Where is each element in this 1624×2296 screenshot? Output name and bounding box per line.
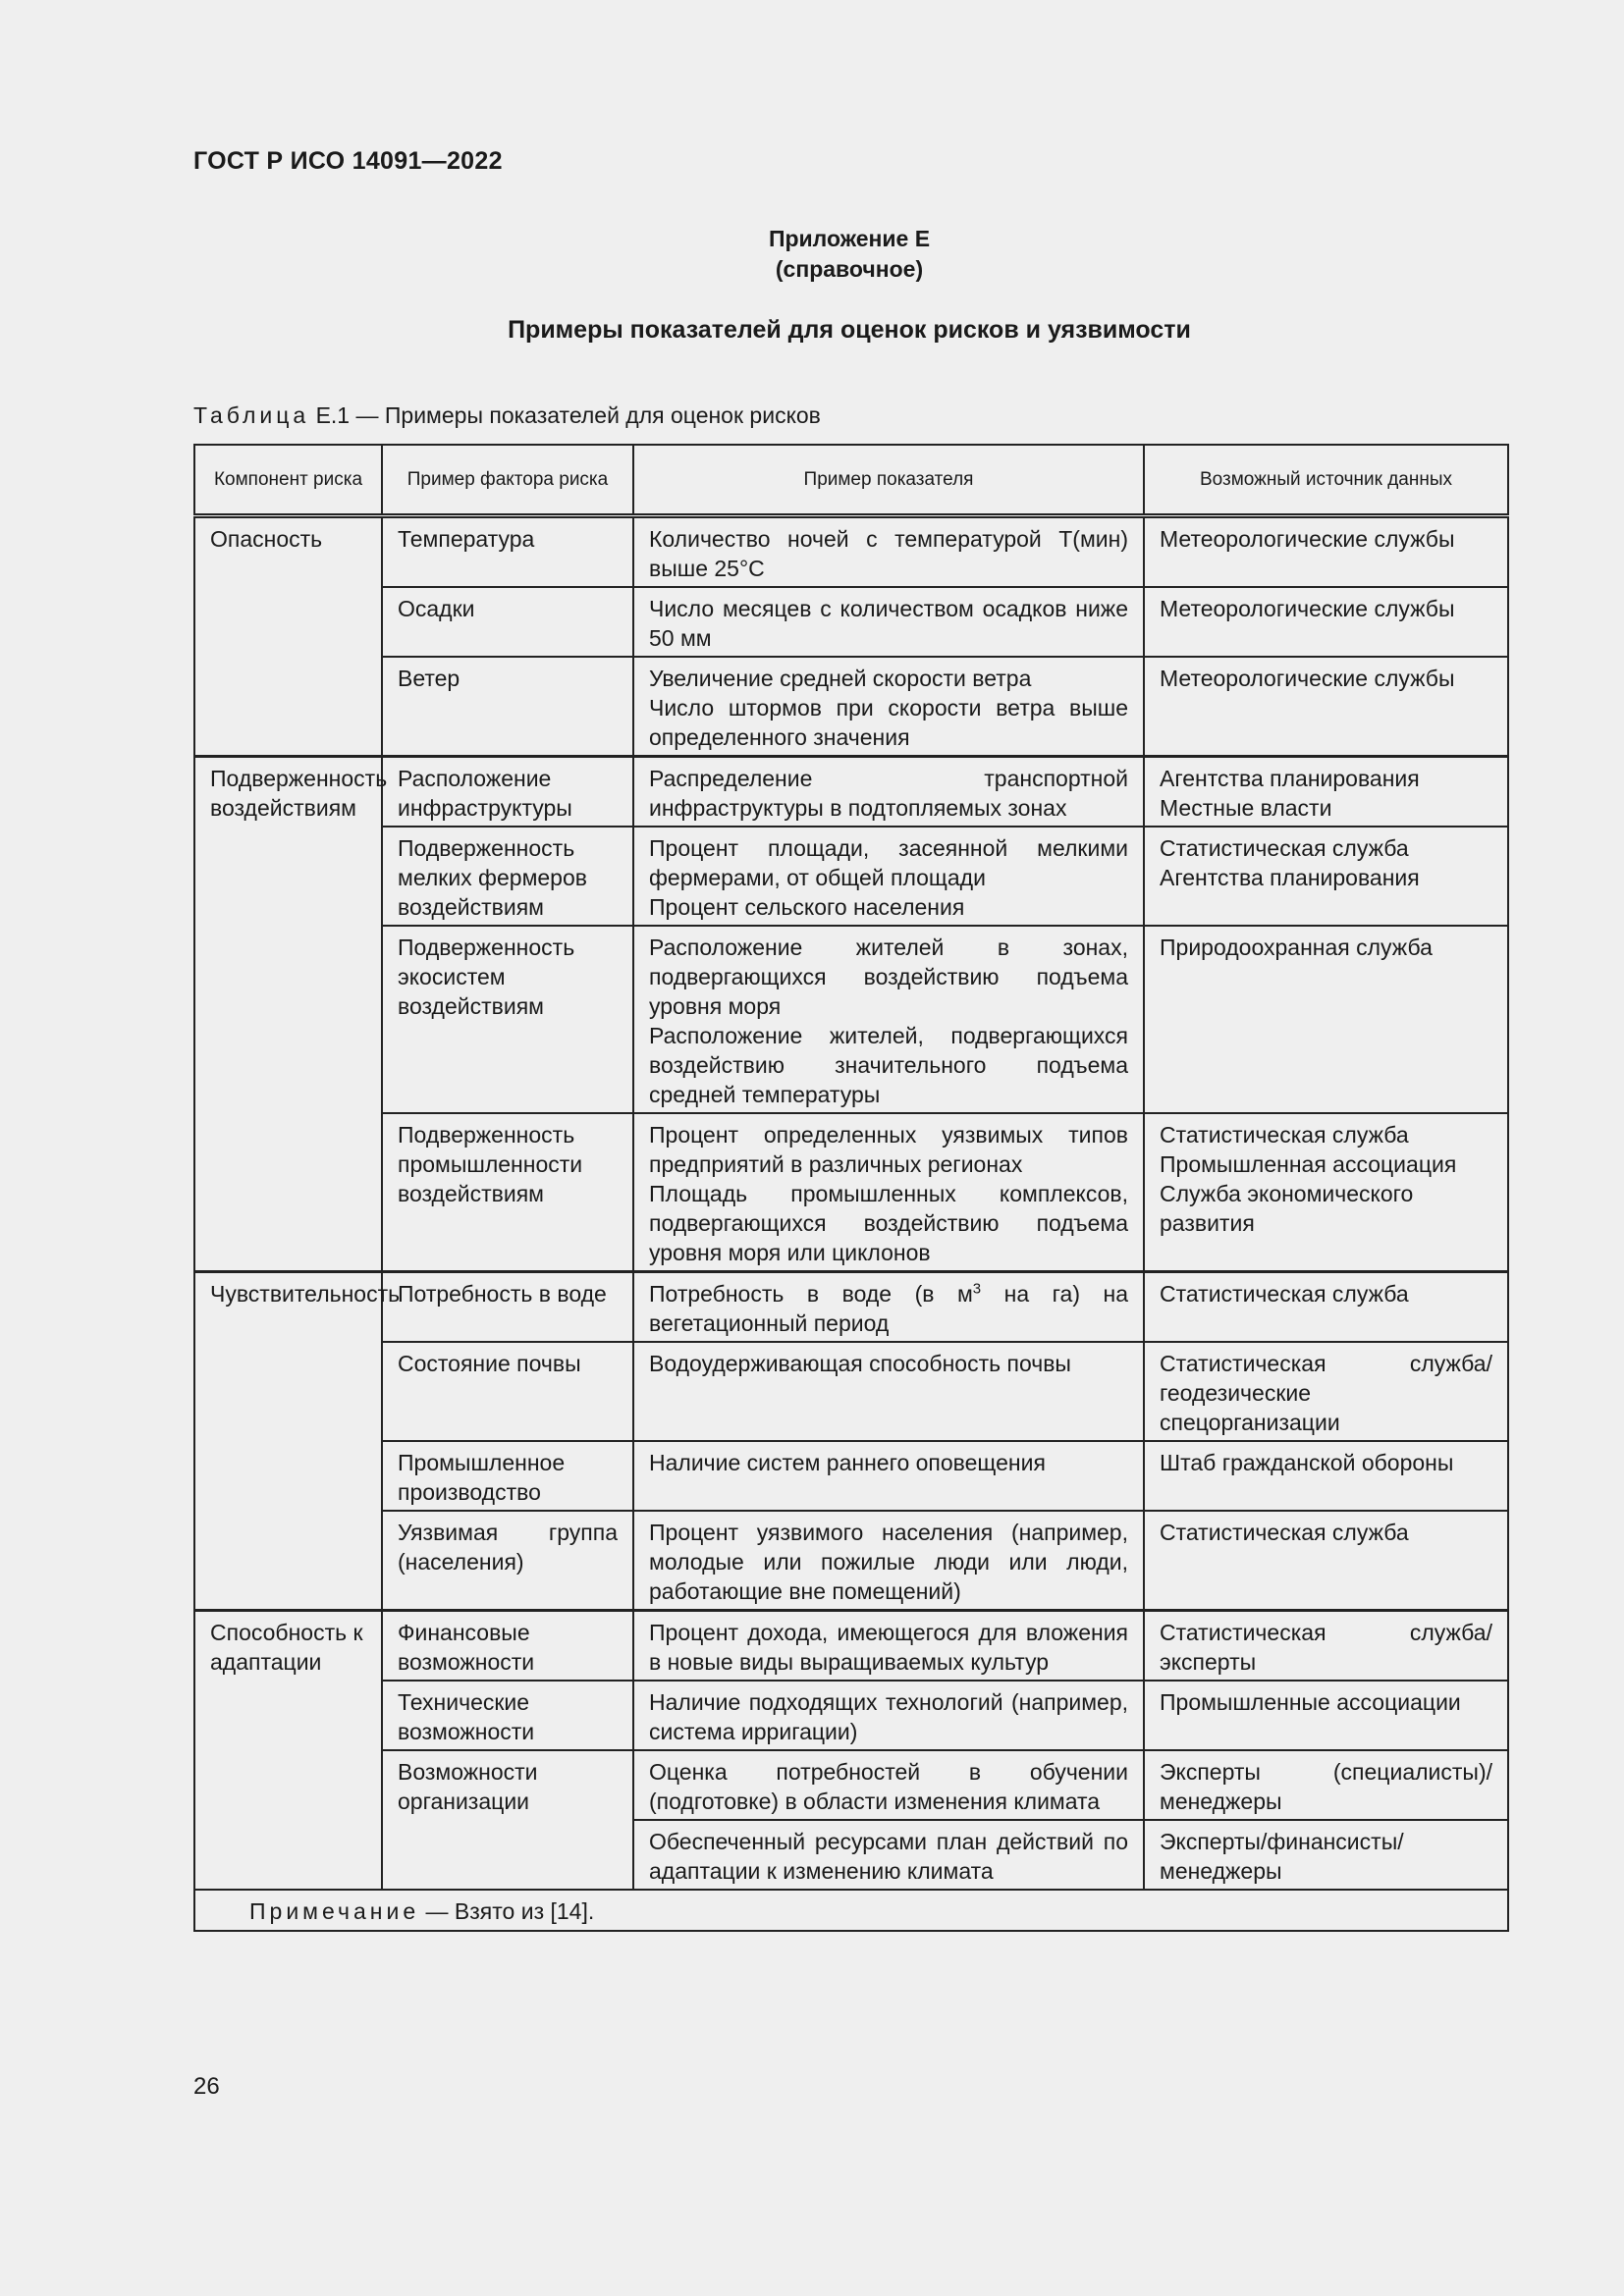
table-row	[194, 1750, 1508, 1820]
table-row	[194, 1611, 1508, 1682]
header-indicator: Пример показателя	[633, 445, 1144, 516]
indicator-line: Процент определенных уязвимых типов предприятий в различных регионах	[649, 1122, 1128, 1177]
indicator-line: Число штормов при скорости ветра выше определенного значения	[649, 695, 1128, 750]
indicator-line: Водоудерживающая способность почвы	[649, 1351, 1071, 1376]
source-line: Агентства планирования	[1160, 865, 1420, 890]
risk-indicators-table	[193, 444, 1509, 1932]
source-line: Статистическая служба/геодезические спецорганизации	[1160, 1351, 1492, 1435]
source-line: Статистическая служба	[1160, 835, 1409, 861]
indicator-line: Оценка потребностей в обучении (подготовке) в области изменения климата	[649, 1759, 1128, 1814]
data-source-cell	[1144, 926, 1508, 1113]
data-source-cell	[1144, 1681, 1508, 1750]
indicator-cell	[633, 926, 1144, 1113]
data-source-cell	[1144, 1113, 1508, 1272]
table-row	[194, 1272, 1508, 1343]
source-line: Эксперты/финансисты/менеджеры	[1160, 1829, 1404, 1884]
risk-component-cell: Способность к адаптации	[194, 1611, 382, 1891]
data-source-cell	[1144, 1611, 1508, 1682]
source-line: Метеорологические службы	[1160, 666, 1455, 691]
risk-factor-cell: Потребность в воде	[382, 1272, 633, 1343]
table-caption-text: Е.1 — Примеры показателей для оценок рисков	[315, 402, 821, 428]
indicator-cell	[633, 1611, 1144, 1682]
indicator-line: Процент сельского населения	[649, 894, 965, 920]
source-line: Статистическая служба	[1160, 1281, 1409, 1307]
indicator-cell	[633, 827, 1144, 926]
indicator-line: Процент уязвимого населения (например, молодые или пожилые люди или люди, работающие вне помещений)	[649, 1520, 1128, 1604]
indicator-cell	[633, 657, 1144, 757]
indicator-line: Расположение жителей, подвергающихся воздействию значительного подъема средней температуры	[649, 1023, 1128, 1107]
source-line: Метеорологические службы	[1160, 526, 1455, 552]
table-row	[194, 587, 1508, 657]
header-data-source: Возможный источник данных	[1144, 445, 1508, 516]
document-code: ГОСТ Р ИСО 14091—2022	[193, 147, 503, 175]
table-row	[194, 1113, 1508, 1272]
risk-factor-cell: Подверженность экосистем воздействиям	[382, 926, 633, 1113]
data-source-cell	[1144, 1342, 1508, 1441]
indicator-line: Число месяцев с количеством осадков ниже 50 мм	[649, 596, 1128, 651]
risk-factor-cell: Технические возможности	[382, 1681, 633, 1750]
indicator-cell	[633, 587, 1144, 657]
indicator-line: Количество ночей с температурой T(мин) выше 25°C	[649, 526, 1128, 581]
risk-factor-cell: Возможности организации	[382, 1750, 633, 1890]
data-source-cell	[1144, 827, 1508, 926]
data-source-cell	[1144, 757, 1508, 828]
table-row	[194, 516, 1508, 588]
data-source-cell	[1144, 1441, 1508, 1511]
table-row	[194, 926, 1508, 1113]
indicator-line: Расположение жителей в зонах, подвергающихся воздействию подъема уровня моря	[649, 934, 1128, 1019]
indicator-line: Распределение транспортной инфраструктуры в подтопляемых зонах	[649, 766, 1128, 821]
risk-component-cell: Чувствительность	[194, 1272, 382, 1611]
table-row	[194, 1511, 1508, 1611]
risk-factor-cell: Температура	[382, 516, 633, 588]
source-line: Метеорологические службы	[1160, 596, 1455, 621]
table-caption	[193, 402, 821, 429]
source-line: Агентства планирования	[1160, 766, 1420, 791]
indicator-line: Обеспеченный ресурсами план действий по адаптации к изменению климата	[649, 1829, 1128, 1884]
indicator-line: Процент дохода, имеющегося для вложения в новые виды выращиваемых культур	[649, 1620, 1128, 1675]
indicator-cell	[633, 1441, 1144, 1511]
source-line: Статистическая служба	[1160, 1122, 1409, 1148]
table-note	[194, 1890, 1508, 1931]
data-source-cell	[1144, 587, 1508, 657]
indicator-line: Увеличение средней скорости ветра	[649, 666, 1032, 691]
indicator-cell	[633, 1511, 1144, 1611]
risk-factor-cell: Подверженность промышленности воздействиям	[382, 1113, 633, 1272]
risk-factor-cell: Состояние почвы	[382, 1342, 633, 1441]
table-row	[194, 757, 1508, 828]
indicator-cell	[633, 1820, 1144, 1890]
indicator-cell	[633, 516, 1144, 588]
page-number: 26	[193, 2073, 220, 2100]
header-risk-component: Компонент риска	[194, 445, 382, 516]
indicator-cell	[633, 1681, 1144, 1750]
data-source-cell	[1144, 516, 1508, 588]
risk-factor-cell: Расположение инфраструктуры	[382, 757, 633, 828]
source-line: Промышленные ассоциации	[1160, 1689, 1461, 1715]
risk-factor-cell: Финансовые возможности	[382, 1611, 633, 1682]
table-row	[194, 1681, 1508, 1750]
risk-factor-cell: Осадки	[382, 587, 633, 657]
risk-component-cell: Подверженность воздействиям	[194, 757, 382, 1272]
appendix-title: Приложение Е	[768, 226, 931, 251]
data-source-cell	[1144, 1820, 1508, 1890]
source-line: Статистическая служба/эксперты	[1160, 1620, 1492, 1675]
indicator-cell	[633, 1113, 1144, 1272]
data-source-cell	[1144, 1272, 1508, 1343]
table-row	[194, 657, 1508, 757]
appendix-subtitle: (справочное)	[775, 256, 924, 282]
indicator-line: Площадь промышленных комплексов, подвергающихся воздействию подъема уровня моря или циклонов	[649, 1181, 1128, 1265]
table-row	[194, 1441, 1508, 1511]
source-line: Штаб гражданской обороны	[1160, 1450, 1454, 1475]
data-source-cell	[1144, 1511, 1508, 1611]
note-text: — Взято из [14].	[425, 1898, 595, 1924]
source-line: Природоохранная служба	[1160, 934, 1433, 960]
indicator-line: Процент площади, засеянной мелкими фермерами, от общей площади	[649, 835, 1128, 890]
appendix-title-block	[0, 224, 1624, 285]
table-header-row	[194, 445, 1508, 516]
data-source-cell	[1144, 657, 1508, 757]
source-line: Эксперты (специалисты)/менеджеры	[1160, 1759, 1492, 1814]
risk-factor-cell: Подверженность мелких фермеров воздействиям	[382, 827, 633, 926]
section-heading: Примеры показателей для оценок рисков и уязвимости	[508, 316, 1191, 344]
source-line: Служба экономического развития	[1160, 1181, 1414, 1236]
risk-factor-cell: Промышленное производство	[382, 1441, 633, 1511]
source-line: Местные власти	[1160, 795, 1332, 821]
risk-factor-cell: Ветер	[382, 657, 633, 757]
table-note-row	[194, 1890, 1508, 1931]
table-row	[194, 1342, 1508, 1441]
superscript-exponent: 3	[972, 1280, 982, 1298]
note-label: Примечание	[249, 1898, 420, 1924]
indicator-cell	[633, 1342, 1144, 1441]
indicator-cell	[633, 1272, 1144, 1343]
indicator-cell	[633, 757, 1144, 828]
indicator-text-part: Потребность в воде (в м	[649, 1281, 973, 1307]
source-line: Статистическая служба	[1160, 1520, 1409, 1545]
table-caption-prefix: Таблица	[193, 402, 310, 428]
header-risk-factor: Пример фактора риска	[382, 445, 633, 516]
indicator-text-part: на га) на вегетационный период	[649, 1281, 1128, 1336]
source-line: Промышленная ассоциация	[1160, 1151, 1457, 1177]
indicator-cell	[633, 1750, 1144, 1820]
indicator-line: Наличие систем раннего оповещения	[649, 1450, 1046, 1475]
risk-component-cell: Опасность	[194, 516, 382, 757]
data-source-cell	[1144, 1750, 1508, 1820]
risk-factor-cell: Уязвимая группа (населения)	[382, 1511, 633, 1611]
table-row	[194, 827, 1508, 926]
indicator-line: Наличие подходящих технологий (например, система ирригации)	[649, 1689, 1128, 1744]
